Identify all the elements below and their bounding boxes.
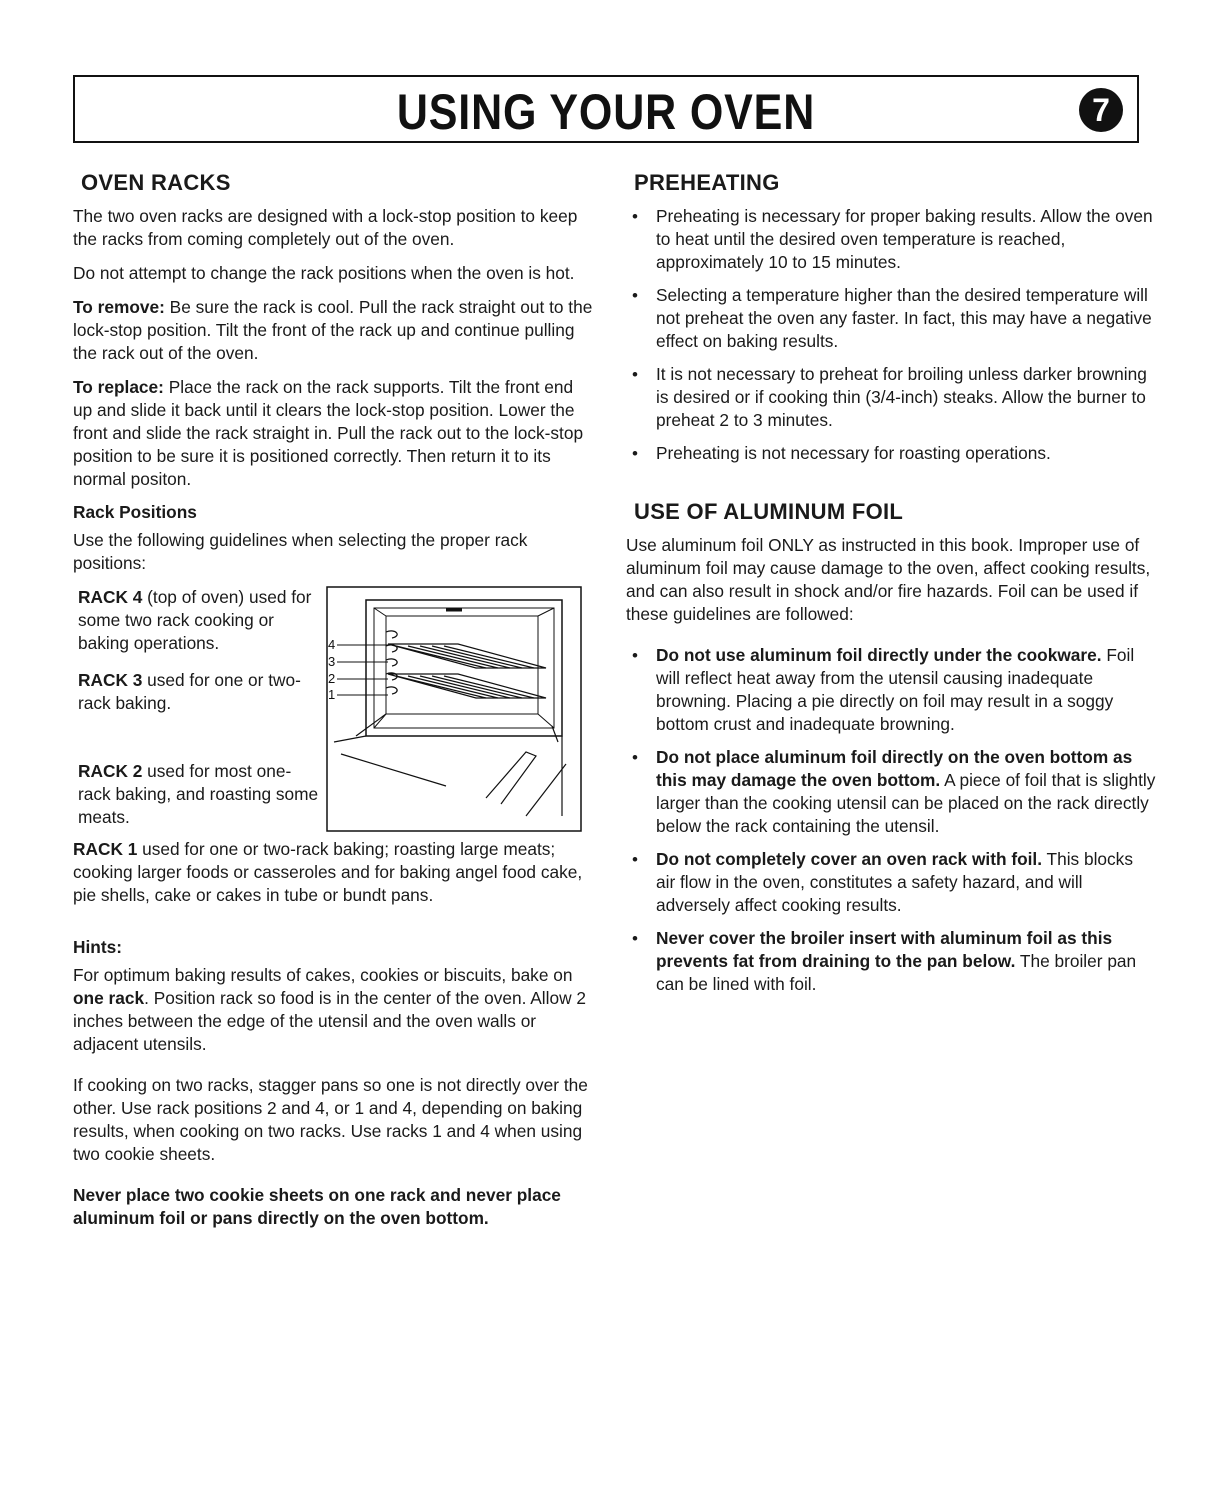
- remove-instructions: [73, 296, 593, 365]
- hot-oven-warning: Do not attempt to change the rack positions when the oven is hot.: [73, 263, 575, 283]
- list-item: • Preheating is necessary for proper baking results. Allow the oven to heat until the desired oven temperature is reached, approximately 10 to 15 minutes.: [626, 205, 1156, 274]
- rack1-description: [73, 838, 593, 907]
- left-column: [73, 170, 593, 1241]
- page-number-badge: 7: [1079, 88, 1123, 132]
- right-column: [626, 170, 1156, 1010]
- list-item: • Preheating is not necessary for roasting operations.: [626, 442, 1156, 465]
- preheating-heading: PREHEATING: [634, 170, 780, 195]
- rack4-text: (top of oven) used for some two rack cooking or baking operations.: [78, 587, 312, 653]
- oven-racks-intro: The two oven racks are designed with a lock-stop position to keep the racks from coming completely out of the oven.: [73, 206, 578, 249]
- cookie-sheet-warning: Never place two cookie sheets on one rack and never place aluminum foil or pans directly on the oven bottom.: [73, 1185, 561, 1228]
- replace-text: Place the rack on the rack supports. Tilt the front end up and slide it back until it clears the lock-stop position. Lower the front and slide the rack straight in. Pull the rack out to the lock-stop position to be sure it is positioned correctly. Then return it to its normal positon.: [73, 377, 584, 489]
- rack4-description: [78, 586, 323, 655]
- foil4-text: The broiler pan can be lined with foil.: [656, 951, 1137, 994]
- rack2-text: used for most one-rack baking, and roasting some meats.: [78, 761, 319, 827]
- foil3-bold: Do not completely cover an oven rack with foil.: [656, 849, 1043, 869]
- rack1-label: RACK 1: [73, 839, 138, 859]
- replace-instructions: [73, 376, 593, 491]
- hints-paragraph-2: If cooking on two racks, stagger pans so one is not directly over the other. Use rack positions 2 and 4, or 1 and 4, depending on baking results, when cooking on two racks. Use racks 1 and 4 when using two cookie sheets.: [73, 1075, 588, 1164]
- replace-label: To replace:: [73, 377, 164, 397]
- diagram-label-2: 2: [328, 671, 336, 686]
- oven-racks-heading: OVEN RACKS: [81, 170, 231, 195]
- foil3-text: This blocks air flow in the oven, constitutes a safety hazard, and will adversely affect cooking results.: [656, 849, 1133, 915]
- oven-rack-diagram: [326, 586, 582, 832]
- rack3-text: used for one or two-rack baking.: [78, 670, 301, 713]
- remove-label: To remove:: [73, 297, 165, 317]
- aluminum-foil-intro: Use aluminum foil ONLY as instructed in this book. Improper use of aluminum foil may cause damage to the oven, affect cooking results, and can also result in shock and/or fire hazards. Foil can be used if these guidelines are followed:: [626, 535, 1151, 624]
- diagram-label-1: 1: [328, 687, 336, 702]
- hints-p1-bold: one rack: [73, 988, 145, 1008]
- diagram-label-3: 3: [328, 654, 336, 669]
- list-item: • It is not necessary to preheat for broiling unless darker browning is desired or if cooking thin (3/4-inch) steaks. Allow the burner to preheat 2 to 3 minutes.: [626, 363, 1156, 432]
- rack2-label: RACK 2: [78, 761, 143, 781]
- hints-paragraph-1: [73, 964, 593, 1056]
- rack2-description: [78, 760, 323, 829]
- aluminum-foil-list: [626, 644, 1156, 996]
- rack-positions-heading: Rack Positions: [73, 502, 197, 522]
- rack-positions-block: [73, 586, 593, 832]
- list-item: [626, 644, 1156, 736]
- preheating-list: [626, 205, 1156, 465]
- foil1-text: Foil will reflect heat away from the utensil causing inadequate browning. Placing a pie directly on foil may result in a soggy bottom crust and inadequate browning.: [656, 645, 1135, 734]
- foil4-bold: Never cover the broiler insert with aluminum foil as this prevents fat from draining to the pan below.: [656, 928, 1113, 971]
- page-header: [73, 75, 1139, 143]
- page-title: USING YOUR OVEN: [396, 84, 816, 140]
- hints-p1-end: . Position rack so food is in the center of the oven. Allow 2 inches between the edge of the utensil and the oven walls or adjacent utensils.: [73, 988, 586, 1054]
- rack-positions-intro: Use the following guidelines when selecting the proper rack positions:: [73, 530, 528, 573]
- rack1-text: used for one or two-rack baking; roasting large meats; cooking larger foods or casseroles and for baking angel food cake, pie shells, cake or cakes in tube or bundt pans.: [73, 839, 583, 905]
- list-item: • Selecting a temperature higher than the desired temperature will not preheat the oven any faster. In fact, this may have a negative effect on baking results.: [626, 284, 1156, 353]
- rack3-description: [78, 669, 323, 715]
- hints-p1-start: For optimum baking results of cakes, cookies or biscuits, bake on: [73, 965, 573, 985]
- list-item: [626, 848, 1156, 917]
- hints-heading: Hints:: [73, 937, 122, 957]
- foil2-text: A piece of foil that is slightly larger than the cooking utensil can be placed on the rack directly below the rack containing the utensil.: [656, 770, 1156, 836]
- rack4-label: RACK 4: [78, 587, 143, 607]
- diagram-label-4: 4: [328, 637, 336, 652]
- foil2-bold: Do not place aluminum foil directly on the oven bottom as this may damage the oven bottom.: [656, 747, 1133, 790]
- rack3-label: RACK 3: [78, 670, 143, 690]
- foil1-bold: Do not use aluminum foil directly under the cookware.: [656, 645, 1102, 665]
- list-item: [626, 746, 1156, 838]
- aluminum-foil-heading: USE OF ALUMINUM FOIL: [634, 499, 904, 524]
- remove-text: Be sure the rack is cool. Pull the rack straight out to the lock-stop position. Tilt the front of the rack up and continue pulling the rack out of the oven.: [73, 297, 593, 363]
- list-item: [626, 927, 1156, 996]
